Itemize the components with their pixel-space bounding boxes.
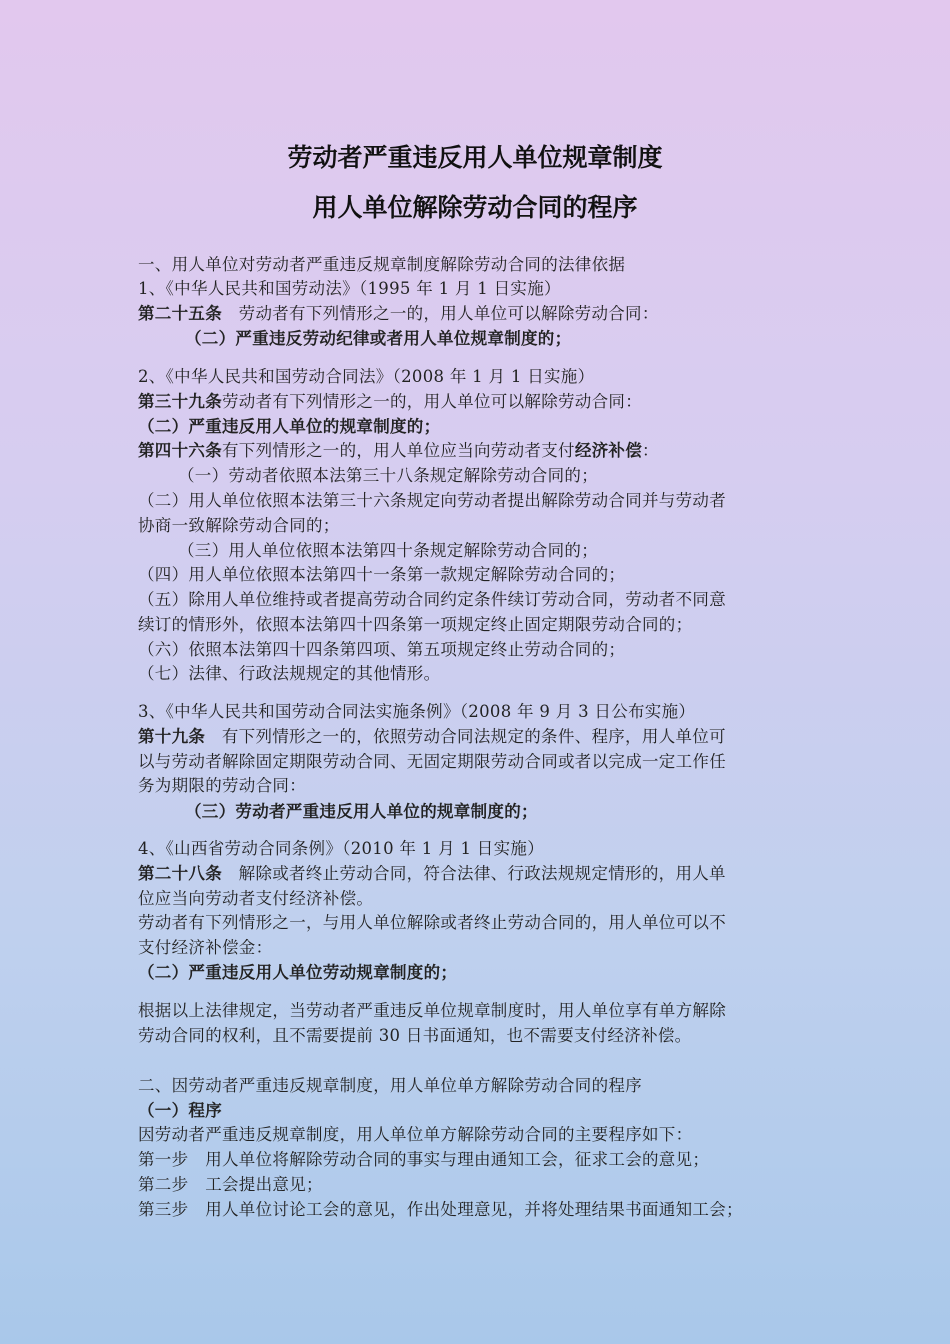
law-4-article-line: 劳动者有下列情形之一，与用人单位解除或者终止劳动合同的，用人单位可以不 xyxy=(138,913,726,932)
article-number: 第十九条 xyxy=(138,727,206,746)
conclusion-line: 根据以上法律规定，当劳动者严重违反单位规章制度时，用人单位享有单方解除 xyxy=(138,1001,726,1020)
article-number: 第二十五条 xyxy=(138,304,222,323)
article-number: 第四十六条 xyxy=(138,441,222,460)
section-2-subheading: （一）程序 xyxy=(138,1101,222,1120)
section-2-intro: 因劳动者严重违反规章制度，用人单位单方解除劳动合同的主要程序如下： xyxy=(138,1125,693,1144)
law-3-article-line: 务为期限的劳动合同： xyxy=(138,776,306,795)
law-1-item-2: （二）严重违反劳动纪律或者用人单位规章制度的； xyxy=(185,329,572,348)
law-2-article-46-item: （一）劳动者依照本法第三十八条规定解除劳动合同的； xyxy=(178,466,598,485)
article-text: 劳动者有下列情形之一的，用人单位可以解除劳动合同： xyxy=(222,392,642,411)
procedure-step: 第一步 用人单位将解除劳动合同的事实与理由通知工会，征求工会的意见； xyxy=(138,1150,710,1169)
law-2-article-46-item: 协商一致解除劳动合同的； xyxy=(138,516,340,535)
article-text: 有下列情形之一的，依照劳动合同法规定的条件、程序，用人单位可 xyxy=(221,727,726,746)
procedure-step: 第二步 工会提出意见； xyxy=(138,1175,323,1194)
section-2-heading: 二、因劳动者严重违反规章制度，用人单位单方解除劳动合同的程序 xyxy=(138,1076,642,1095)
law-2-article-46-item: （二）用人单位依照本法第三十六条规定向劳动者提出解除劳动合同并与劳动者 xyxy=(138,491,726,510)
document-title-line-1: 劳动者严重违反用人单位规章制度 xyxy=(287,143,663,172)
procedure-step: 第三步 用人单位讨论工会的意见，作出处理意见，并将处理结果书面通知工会； xyxy=(138,1200,743,1219)
law-2-article-46-item: （三）用人单位依照本法第四十条规定解除劳动合同的； xyxy=(178,541,598,560)
law-3-article-line: 以与劳动者解除固定期限劳动合同、无固定期限劳动合同或者以完成一定工作任 xyxy=(138,752,726,771)
conclusion-line: 劳动合同的权利，且不需要提前 30 日书面通知，也不需要支付经济补偿。 xyxy=(138,1026,692,1045)
law-2-article-46-item: （四）用人单位依照本法第四十一条第一款规定解除劳动合同的； xyxy=(138,565,626,584)
section-1-heading: 一、用人单位对劳动者严重违反规章制度解除劳动合同的法律依据 xyxy=(138,255,626,274)
law-1-title: 1、《中华人民共和国劳动法》（1995 年 1 月 1 日实施） xyxy=(138,279,561,298)
law-4-item-2: （二）严重违反用人单位劳动规章制度的； xyxy=(138,963,458,982)
law-1-article xyxy=(138,301,828,326)
law-2-article-46-item: （五）除用人单位维持或者提高劳动合同约定条件续订劳动合同，劳动者不同意 xyxy=(138,590,726,609)
law-2-article-46-item: （七）法律、行政法规规定的其他情形。 xyxy=(138,664,441,683)
law-3-item-3: （三）劳动者严重违反用人单位的规章制度的； xyxy=(185,802,538,821)
article-text: 解除或者终止劳动合同，符合法律、行政法规规定情形的，用人单 xyxy=(238,864,726,883)
article-number: 第二十八条 xyxy=(138,864,222,883)
law-4-article xyxy=(138,861,828,886)
article-number: 第三十九条 xyxy=(138,392,222,411)
law-3-article xyxy=(138,724,828,749)
article-colon: ： xyxy=(642,441,659,460)
law-4-title: 4、《山西省劳动合同条例》（2010 年 1 月 1 日实施） xyxy=(138,839,545,858)
law-2-article-46 xyxy=(138,438,828,463)
law-2-article-39-item-2: （二）严重违反用人单位的规章制度的； xyxy=(138,417,441,436)
law-4-article-line: 支付经济补偿金： xyxy=(138,938,273,957)
economic-compensation-term: 经济补偿 xyxy=(574,441,643,460)
article-text: 劳动者有下列情形之一的，用人单位可以解除劳动合同： xyxy=(238,304,659,323)
law-2-article-46-item: （六）依照本法第四十四条第四项、第五项规定终止劳动合同的； xyxy=(138,640,626,659)
law-2-article-46-item: 续订的情形外，依照本法第四十四条第一项规定终止固定期限劳动合同的； xyxy=(138,615,693,634)
document-title-line-2: 用人单位解除劳动合同的程序 xyxy=(312,193,638,222)
law-2-title: 2、《中华人民共和国劳动合同法》（2008 年 1 月 1 日实施） xyxy=(138,367,595,386)
law-2-article-39 xyxy=(138,389,828,414)
law-3-title: 3、《中华人民共和国劳动合同法实施条例》（2008 年 9 月 3 日公布实施） xyxy=(138,702,696,721)
article-text: 有下列情形之一的，用人单位应当向劳动者支付 xyxy=(222,441,575,460)
law-4-article-line: 位应当向劳动者支付经济补偿。 xyxy=(138,889,374,908)
